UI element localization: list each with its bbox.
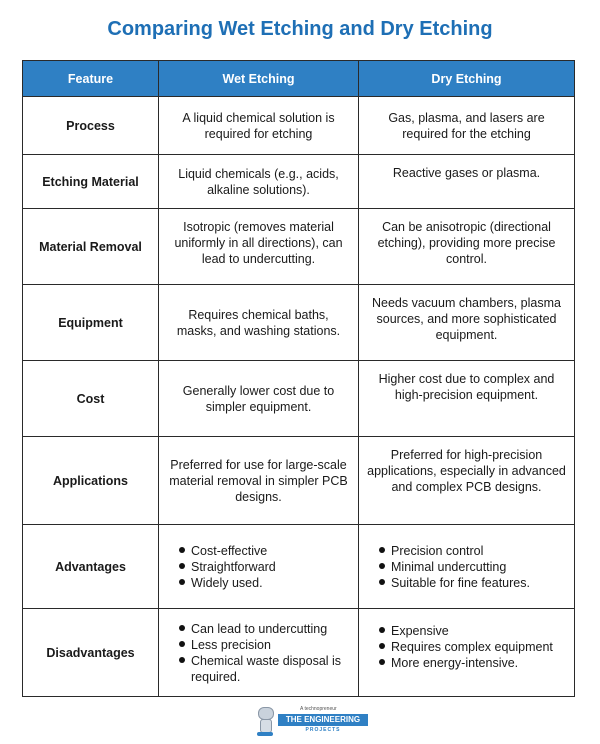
- feature-cell: Disadvantages: [23, 609, 159, 697]
- dry-cell: Needs vacuum chambers, plasma sources, and more sophisticated equipment.: [359, 285, 575, 361]
- feature-cell: Equipment: [23, 285, 159, 361]
- page-title: Comparing Wet Etching and Dry Etching: [107, 18, 493, 40]
- wet-cell: Liquid chemicals (e.g., acids, alkaline solutions).: [159, 155, 359, 209]
- feature-cell: Applications: [23, 437, 159, 525]
- header-feature: Feature: [23, 61, 159, 97]
- table-row: [23, 285, 575, 361]
- logo-brand: THE ENGINEERING: [278, 714, 368, 726]
- list-item: Cost-effective: [177, 543, 276, 559]
- dry-cell: Can be anisotropic (directional etching), providing more precise control.: [359, 209, 575, 285]
- table-row: [23, 209, 575, 285]
- list-item: Less precision: [177, 637, 350, 653]
- list-item: Straightforward: [177, 559, 276, 575]
- list-item: Widely used.: [177, 575, 276, 591]
- feature-cell: Process: [23, 97, 159, 155]
- wet-cell: Requires chemical baths, masks, and washing stations.: [159, 285, 359, 361]
- table-row: [23, 361, 575, 437]
- engineering-projects-logo: [254, 706, 364, 738]
- wet-cell: Isotropic (removes material uniformly in all directions), can lead to undercutting.: [159, 209, 359, 285]
- dry-advantages-list: [377, 543, 530, 591]
- dry-cell: Preferred for high-precision applications, especially in advanced and complex PCB designs.: [359, 437, 575, 525]
- table-row: [23, 525, 575, 609]
- dry-cell: [359, 525, 575, 609]
- list-item: Expensive: [377, 623, 553, 639]
- wet-cell: Generally lower cost due to simpler equipment.: [159, 361, 359, 437]
- feature-cell: Advantages: [23, 525, 159, 609]
- list-item: Minimal undercutting: [377, 559, 530, 575]
- table-header-row: [23, 61, 575, 97]
- list-item: Requires complex equipment: [377, 639, 553, 655]
- list-item: More energy-intensive.: [377, 655, 553, 671]
- table-row: [23, 97, 575, 155]
- list-item: Can lead to undercutting: [177, 621, 350, 637]
- robot-icon: [254, 706, 276, 738]
- table-row: [23, 609, 575, 697]
- wet-cell: [159, 525, 359, 609]
- dry-cell: Gas, plasma, and lasers are required for the etching: [359, 97, 575, 155]
- feature-cell: Cost: [23, 361, 159, 437]
- feature-cell: Etching Material: [23, 155, 159, 209]
- header-dry-etching: Dry Etching: [359, 61, 575, 97]
- dry-disadvantages-list: [377, 623, 553, 671]
- table-row: [23, 437, 575, 525]
- wet-disadvantages-list: [177, 621, 350, 685]
- header-wet-etching: Wet Etching: [159, 61, 359, 97]
- logo-subtitle: PROJECTS: [305, 727, 341, 733]
- comparison-table: [22, 60, 575, 697]
- dry-cell: [359, 609, 575, 697]
- list-item: Suitable for fine features.: [377, 575, 530, 591]
- logo-tagline: A technopreneur: [300, 706, 337, 712]
- wet-cell: A liquid chemical solution is required for etching: [159, 97, 359, 155]
- table-row: [23, 155, 575, 209]
- feature-cell: Material Removal: [23, 209, 159, 285]
- dry-cell: Reactive gases or plasma.: [359, 155, 575, 209]
- dry-cell: Higher cost due to complex and high-precision equipment.: [359, 361, 575, 437]
- wet-cell: [159, 609, 359, 697]
- wet-advantages-list: [177, 543, 276, 591]
- list-item: Chemical waste disposal is required.: [177, 653, 350, 685]
- list-item: Precision control: [377, 543, 530, 559]
- wet-cell: Preferred for use for large-scale material removal in simpler PCB designs.: [159, 437, 359, 525]
